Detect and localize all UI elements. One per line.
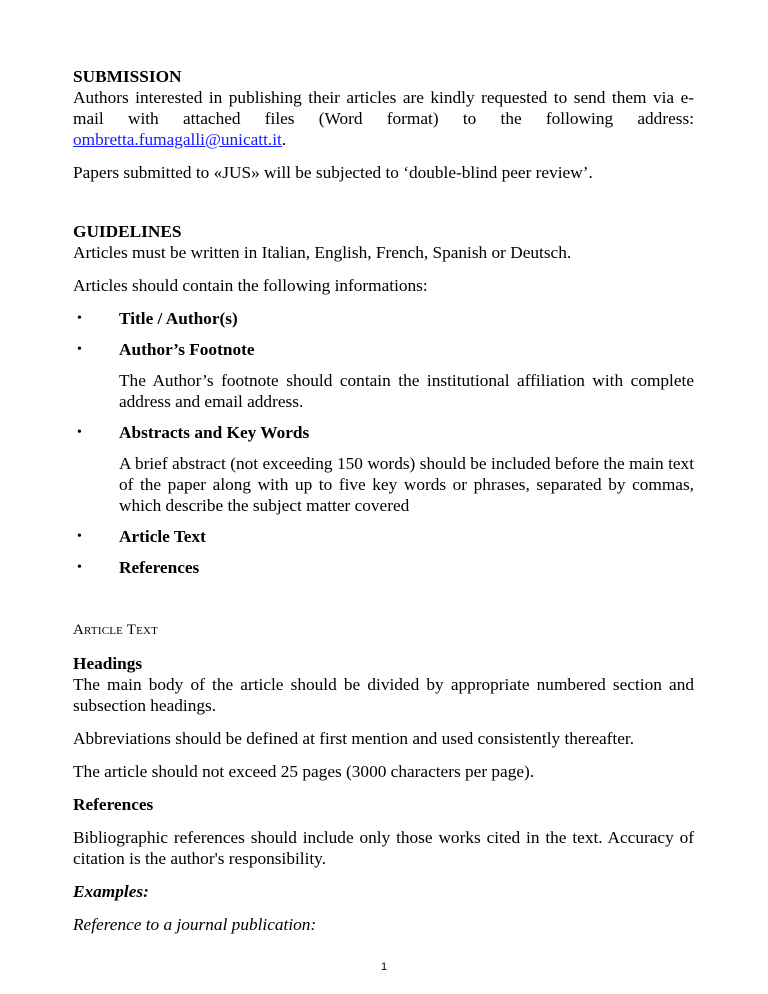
journal-reference-label: Reference to a journal publication: bbox=[73, 915, 317, 934]
contain-intro: Articles should contain the following informations: bbox=[73, 276, 428, 295]
list-item bbox=[73, 526, 694, 547]
headings-paragraph: The main body of the article should be divided by appropriate numbered section and subsection headings. bbox=[73, 675, 694, 715]
bullet-icon: • bbox=[77, 529, 82, 544]
submission-text-end: . bbox=[281, 130, 287, 149]
languages-note: Articles must be written in Italian, English, French, Spanish or Deutsch. bbox=[73, 243, 572, 262]
review-note: Papers submitted to «JUS» will be subjected to ‘double-blind peer review’. bbox=[73, 163, 593, 182]
list-item-title: References bbox=[119, 558, 200, 577]
list-item-title: Author’s Footnote bbox=[119, 340, 255, 359]
submission-paragraph bbox=[73, 87, 694, 150]
article-text-heading: Article Text bbox=[73, 622, 159, 638]
bullet-icon: • bbox=[77, 425, 82, 440]
list-item-title: Abstracts and Key Words bbox=[119, 423, 310, 442]
submission-text: Authors interested in publishing their articles are kindly requested to send them via e-mail with attached files (Word format) to the following address: bbox=[73, 88, 694, 128]
abbreviations-note: Abbreviations should be defined at first mention and used consistently thereafter. bbox=[73, 729, 635, 748]
list-item bbox=[73, 339, 694, 412]
length-note: The article should not exceed 25 pages (3000 characters per page). bbox=[73, 762, 535, 781]
list-item-title: Title / Author(s) bbox=[119, 309, 238, 328]
list-item-title: Article Text bbox=[119, 527, 206, 546]
list-item-description: A brief abstract (not exceeding 150 words) should be included before the main text of the paper along with up to five key words or phrases, separated by commas, which describe the subject matter covered bbox=[119, 454, 694, 515]
examples-label: Examples: bbox=[73, 882, 149, 901]
bullet-icon: • bbox=[77, 560, 82, 575]
list-item bbox=[73, 308, 694, 329]
bullet-icon: • bbox=[77, 342, 82, 357]
guidelines-list bbox=[73, 308, 694, 578]
list-item bbox=[73, 557, 694, 578]
bullet-icon: • bbox=[77, 311, 82, 326]
list-item bbox=[73, 422, 694, 516]
references-paragraph: Bibliographic references should include only those works cited in the text. Accuracy of citation is the author's responsibility. bbox=[73, 828, 694, 868]
page-content bbox=[73, 66, 694, 935]
headings-title: Headings bbox=[73, 654, 143, 673]
page-number: 1 bbox=[380, 961, 388, 973]
submission-heading: SUBMISSION bbox=[73, 67, 182, 86]
guidelines-heading: GUIDELINES bbox=[73, 222, 182, 241]
references-title: References bbox=[73, 795, 154, 814]
list-item-description: The Author’s footnote should contain the institutional affiliation with complete address and email address. bbox=[119, 371, 694, 411]
email-link[interactable]: ombretta.fumagalli@unicatt.it bbox=[73, 130, 282, 149]
